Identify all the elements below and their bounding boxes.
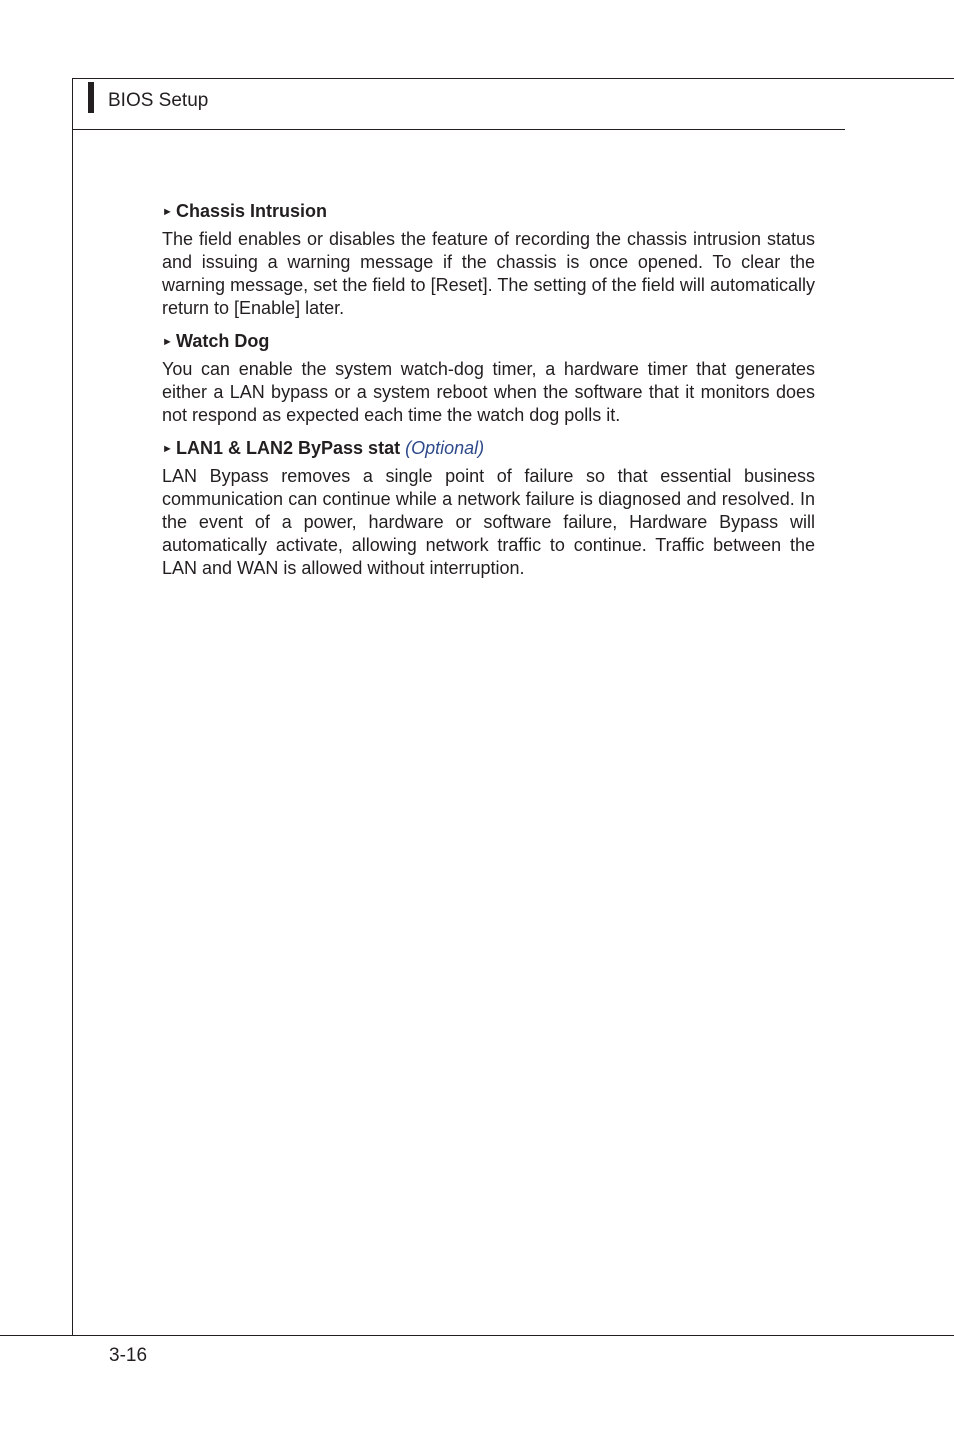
content-area: [162, 200, 815, 590]
section-heading: [162, 437, 815, 460]
section-title: Chassis Intrusion: [176, 201, 328, 221]
header-marker-bar: [88, 82, 94, 113]
header-underline: [72, 129, 845, 130]
section-title: Watch Dog: [176, 331, 270, 351]
footer-rule: [0, 1335, 954, 1336]
triangle-bullet-icon: ►: [162, 443, 173, 455]
optional-label: (Optional): [405, 438, 485, 458]
page-header-title: BIOS Setup: [108, 90, 209, 111]
section-heading: [162, 330, 815, 353]
triangle-bullet-icon: ►: [162, 206, 173, 218]
section-body: The field enables or disables the feature of recording the chassis intrusion status and issuing a warning message if the chassis is once opened. To clear the warning message, set the field to [Reset]. The setting of the field will automatically return to [Enable] later.: [162, 229, 815, 318]
section-body: LAN Bypass removes a single point of failure so that essential business communication can continue while a network failure is diagnosed and resolved. In the event of a power, hardware or software failure, Hardware Bypass will automatically activate, allowing network traffic to continue. Traffic between the LAN and WAN is allowed without interruption.: [162, 466, 815, 578]
section-heading: [162, 200, 815, 223]
section-chassis-intrusion: [162, 200, 815, 320]
triangle-bullet-icon: ►: [162, 336, 173, 348]
section-watch-dog: [162, 330, 815, 427]
page-number: 3-16: [109, 1345, 148, 1366]
section-body: You can enable the system watch-dog timer, a hardware timer that generates either a LAN bypass or a system reboot when the software that it monitors does not respond as expected each time the watch dog polls it.: [162, 359, 815, 425]
section-lan-bypass: [162, 437, 815, 580]
left-margin-rule: [72, 78, 73, 1335]
top-rule: [72, 78, 954, 79]
section-title: LAN1 & LAN2 ByPass stat: [176, 438, 401, 458]
